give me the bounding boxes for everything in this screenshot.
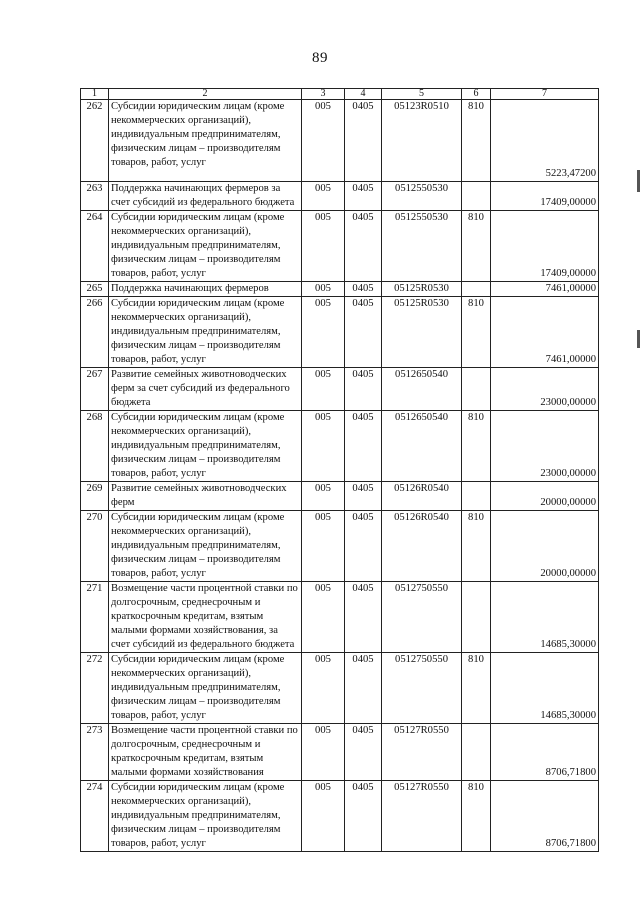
row-code-3: 005: [302, 653, 345, 724]
row-name: Поддержка начинающих фермеров за счет субсидий из федерального бюджета: [109, 182, 302, 211]
row-code-3: 005: [302, 282, 345, 297]
row-code-4: 0405: [345, 511, 382, 582]
row-code-6: [462, 368, 491, 411]
row-name: Субсидии юридическим лицам (кроме некоммерческих организаций), индивидуальным предпринимателям, физическим лицам – производителям товаров, работ, услуг: [109, 781, 302, 852]
row-amount: 14685,30000: [491, 653, 599, 724]
row-amount: 5223,47200: [491, 100, 599, 182]
row-number: 270: [81, 511, 109, 582]
row-name: Субсидии юридическим лицам (кроме некоммерческих организаций), индивидуальным предпринимателям, физическим лицам – производителям товаров, работ, услуг: [109, 411, 302, 482]
row-code-4: 0405: [345, 411, 382, 482]
row-amount: 14685,30000: [491, 582, 599, 653]
table-row: [81, 724, 599, 781]
row-code-5: 0512550530: [382, 211, 462, 282]
row-code-5: 05126R0540: [382, 511, 462, 582]
row-code-5: 0512650540: [382, 368, 462, 411]
row-code-6: [462, 724, 491, 781]
row-amount: 8706,71800: [491, 724, 599, 781]
row-code-6: 810: [462, 211, 491, 282]
row-amount: 17409,00000: [491, 182, 599, 211]
row-number: 267: [81, 368, 109, 411]
row-amount: 8706,71800: [491, 781, 599, 852]
page-number: 89: [312, 50, 328, 66]
row-number: 263: [81, 182, 109, 211]
row-code-5: 0512750550: [382, 653, 462, 724]
row-number: 272: [81, 653, 109, 724]
row-code-3: 005: [302, 368, 345, 411]
budget-table: [80, 88, 599, 852]
row-code-3: 005: [302, 411, 345, 482]
row-number: 269: [81, 482, 109, 511]
table-row: [81, 182, 599, 211]
row-code-4: 0405: [345, 100, 382, 182]
row-code-6: 810: [462, 511, 491, 582]
row-number: 271: [81, 582, 109, 653]
row-code-5: 0512550530: [382, 182, 462, 211]
row-number: 264: [81, 211, 109, 282]
row-code-6: [462, 282, 491, 297]
row-code-3: 005: [302, 724, 345, 781]
row-code-6: [462, 582, 491, 653]
row-code-5: 05125R0530: [382, 297, 462, 368]
table-row: [81, 282, 599, 297]
row-number: 265: [81, 282, 109, 297]
row-number: 262: [81, 100, 109, 182]
header-col-7: 7: [491, 89, 599, 100]
row-code-4: 0405: [345, 582, 382, 653]
row-code-4: 0405: [345, 182, 382, 211]
row-number: 274: [81, 781, 109, 852]
table-row: [81, 411, 599, 482]
row-code-3: 005: [302, 781, 345, 852]
row-amount: 20000,00000: [491, 511, 599, 582]
header-col-6: 6: [462, 89, 491, 100]
row-amount: 7461,00000: [491, 297, 599, 368]
row-amount: 17409,00000: [491, 211, 599, 282]
header-col-3: 3: [302, 89, 345, 100]
row-name: Субсидии юридическим лицам (кроме некоммерческих организаций), индивидуальным предпринимателям, физическим лицам – производителям товаров, работ, услуг: [109, 653, 302, 724]
row-code-5: 0512650540: [382, 411, 462, 482]
row-name: Поддержка начинающих фермеров: [109, 282, 302, 297]
row-amount: 20000,00000: [491, 482, 599, 511]
row-code-4: 0405: [345, 653, 382, 724]
row-name: Развитие семейных животноводческих ферм за счет субсидий из федерального бюджета: [109, 368, 302, 411]
table-row: [81, 482, 599, 511]
header-col-2: 2: [109, 89, 302, 100]
row-code-3: 005: [302, 297, 345, 368]
row-code-6: 810: [462, 781, 491, 852]
row-name: Возмещение части процентной ставки по долгосрочным, среднесрочным и краткосрочным кредитам, взятым малыми формами хозяйствования: [109, 724, 302, 781]
row-code-4: 0405: [345, 482, 382, 511]
row-amount: 23000,00000: [491, 368, 599, 411]
row-code-6: 810: [462, 411, 491, 482]
row-code-5: 0512750550: [382, 582, 462, 653]
row-name: Субсидии юридическим лицам (кроме некоммерческих организаций), индивидуальным предпринимателям, физическим лицам – производителям товаров, работ, услуг: [109, 297, 302, 368]
row-number: 273: [81, 724, 109, 781]
row-code-4: 0405: [345, 282, 382, 297]
table-body: [81, 100, 599, 852]
table-row: [81, 781, 599, 852]
row-number: 266: [81, 297, 109, 368]
row-code-6: [462, 482, 491, 511]
row-code-3: 005: [302, 211, 345, 282]
row-code-5: 05126R0540: [382, 482, 462, 511]
row-amount: 7461,00000: [491, 282, 599, 297]
row-code-5: 05123R0510: [382, 100, 462, 182]
row-code-3: 005: [302, 582, 345, 653]
row-code-4: 0405: [345, 368, 382, 411]
table-row: [81, 511, 599, 582]
row-code-5: 05127R0550: [382, 724, 462, 781]
row-code-3: 005: [302, 511, 345, 582]
header-col-1: 1: [81, 89, 109, 100]
header-col-5: 5: [382, 89, 462, 100]
table-row: [81, 297, 599, 368]
row-number: 268: [81, 411, 109, 482]
row-code-6: 810: [462, 653, 491, 724]
table-row: [81, 100, 599, 182]
row-name: Субсидии юридическим лицам (кроме некоммерческих организаций), индивидуальным предпринимателям, физическим лицам – производителям товаров, работ, услуг: [109, 211, 302, 282]
row-code-4: 0405: [345, 297, 382, 368]
row-code-6: [462, 182, 491, 211]
header-row: [81, 89, 599, 100]
header-col-4: 4: [345, 89, 382, 100]
row-code-6: 810: [462, 100, 491, 182]
row-name: Субсидии юридическим лицам (кроме некоммерческих организаций), индивидуальным предпринимателям, физическим лицам – производителям товаров, работ, услуг: [109, 100, 302, 182]
row-name: Субсидии юридическим лицам (кроме некоммерческих организаций), индивидуальным предпринимателям, физическим лицам – производителям товаров, работ, услуг: [109, 511, 302, 582]
row-amount: 23000,00000: [491, 411, 599, 482]
table-row: [81, 653, 599, 724]
row-name: Возмещение части процентной ставки по долгосрочным, среднесрочным и краткосрочным кредитам, взятым малыми формами хозяйствования, за счет субсидий из федерального бюджета: [109, 582, 302, 653]
row-code-6: 810: [462, 297, 491, 368]
row-code-3: 005: [302, 182, 345, 211]
table-row: [81, 211, 599, 282]
table-row: [81, 582, 599, 653]
row-code-4: 0405: [345, 211, 382, 282]
row-name: Развитие семейных животноводческих ферм: [109, 482, 302, 511]
row-code-5: 05127R0550: [382, 781, 462, 852]
row-code-4: 0405: [345, 724, 382, 781]
row-code-4: 0405: [345, 781, 382, 852]
row-code-3: 005: [302, 482, 345, 511]
table-row: [81, 368, 599, 411]
row-code-3: 005: [302, 100, 345, 182]
row-code-5: 05125R0530: [382, 282, 462, 297]
